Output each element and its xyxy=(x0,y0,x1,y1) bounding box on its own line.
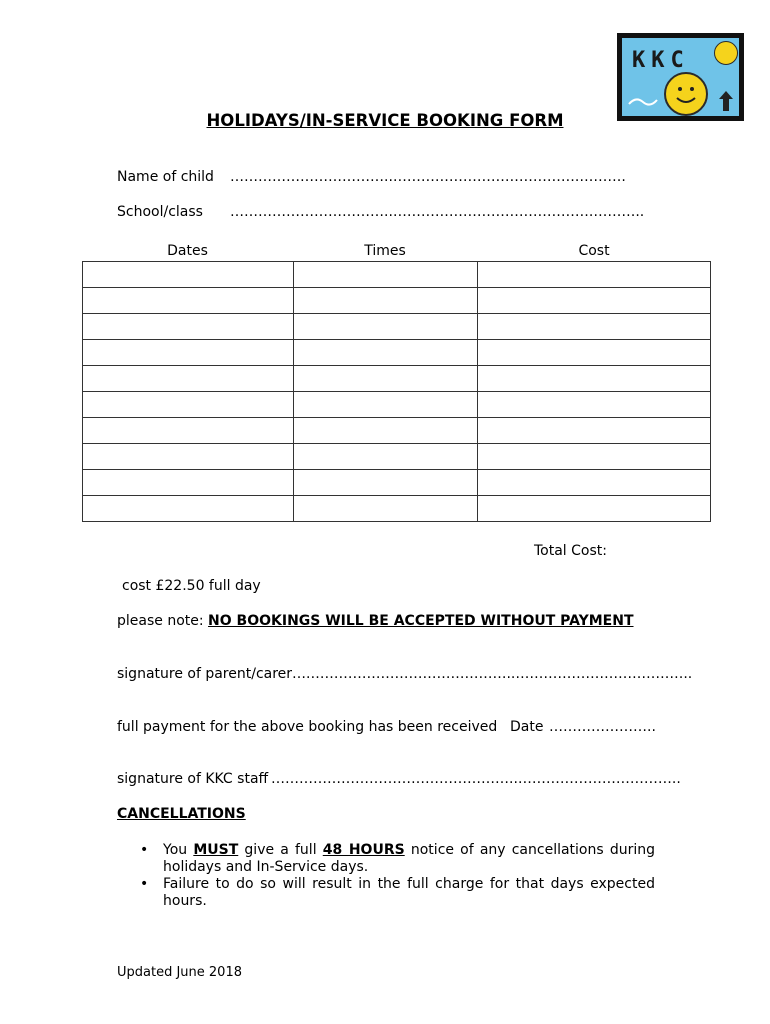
time-cell[interactable] xyxy=(294,262,478,288)
total-cost-label: Total Cost: xyxy=(534,543,607,559)
logo-arrow-icon xyxy=(718,90,734,112)
time-cell[interactable] xyxy=(294,288,478,314)
time-cell[interactable] xyxy=(294,444,478,470)
date-cell[interactable] xyxy=(83,314,294,340)
column-header-dates: Dates xyxy=(167,243,208,259)
table-row xyxy=(83,496,711,522)
time-cell[interactable] xyxy=(294,496,478,522)
parent-signature-field[interactable]: ….……………………………………..……………………………….. xyxy=(292,666,693,682)
cost-cell[interactable] xyxy=(478,444,711,470)
cancellation-rule: • Failure to do so will result in the full charge for that days expected hours. xyxy=(117,876,655,910)
logo-small-sun-icon xyxy=(714,41,738,65)
date-cell[interactable] xyxy=(83,366,294,392)
cost-cell[interactable] xyxy=(478,288,711,314)
table-row xyxy=(83,262,711,288)
date-cell[interactable] xyxy=(83,262,294,288)
column-header-times: Times xyxy=(364,243,406,259)
payment-received-label: full payment for the above booking has been received xyxy=(117,719,498,735)
table-row xyxy=(83,418,711,444)
footer-updated: Updated June 2018 xyxy=(117,965,242,980)
parent-signature-label: signature of parent/carer xyxy=(117,666,293,682)
form-title: HOLIDAYS/IN-SERVICE BOOKING FORM xyxy=(206,111,564,130)
table-row xyxy=(83,366,711,392)
kkc-logo xyxy=(617,33,744,121)
date-cell[interactable] xyxy=(83,288,294,314)
rule-emphasis-hours: 48 HOURS xyxy=(322,842,405,858)
table-row xyxy=(83,470,711,496)
cancellation-rules xyxy=(117,842,655,910)
payment-notice xyxy=(117,613,634,630)
table-row xyxy=(83,314,711,340)
cost-cell[interactable] xyxy=(478,418,711,444)
date-cell[interactable] xyxy=(83,340,294,366)
time-cell[interactable] xyxy=(294,392,478,418)
date-cell[interactable] xyxy=(83,496,294,522)
table-row xyxy=(83,340,711,366)
logo-text: KKC xyxy=(632,48,690,73)
cost-cell[interactable] xyxy=(478,470,711,496)
cost-cell[interactable] xyxy=(478,314,711,340)
cost-note: cost £22.50 full day xyxy=(122,578,261,594)
date-cell[interactable] xyxy=(83,392,294,418)
cost-cell[interactable] xyxy=(478,262,711,288)
cost-cell[interactable] xyxy=(478,340,711,366)
cost-cell[interactable] xyxy=(478,496,711,522)
time-cell[interactable] xyxy=(294,470,478,496)
date-label: Date xyxy=(510,719,544,735)
rule-text: give a full xyxy=(238,842,323,858)
table-row xyxy=(83,392,711,418)
table-row xyxy=(83,288,711,314)
time-cell[interactable] xyxy=(294,314,478,340)
table-row xyxy=(83,444,711,470)
date-cell[interactable] xyxy=(83,470,294,496)
cancellations-heading: CANCELLATIONS xyxy=(117,806,246,822)
rule-emphasis-must: MUST xyxy=(193,842,239,858)
rule-text: You xyxy=(163,842,194,858)
booking-table xyxy=(82,261,711,522)
school-class-label: School/class xyxy=(117,204,203,220)
date-cell[interactable] xyxy=(83,444,294,470)
time-cell[interactable] xyxy=(294,340,478,366)
child-name-field[interactable]: ……………………………..………………………………….………. xyxy=(230,169,626,185)
payment-notice-emphasis: NO BOOKINGS WILL BE ACCEPTED WITHOUT PAYMENT xyxy=(208,613,634,629)
child-name-label: Name of child xyxy=(117,169,214,185)
cost-cell[interactable] xyxy=(478,366,711,392)
date-cell[interactable] xyxy=(83,418,294,444)
rule-text: notice of any cancellations during holidays and In-Service days. xyxy=(163,842,655,875)
date-field[interactable]: ………………….. xyxy=(549,719,656,735)
logo-smiley-icon xyxy=(664,72,708,116)
column-header-cost: Cost xyxy=(578,243,610,259)
cost-cell[interactable] xyxy=(478,392,711,418)
payment-notice-prefix: please note: xyxy=(117,613,209,629)
staff-signature-label: signature of KKC staff xyxy=(117,771,269,787)
logo-wave-icon xyxy=(628,94,658,110)
school-class-field[interactable]: ……………………………..…………………………………….……….. xyxy=(230,204,645,220)
time-cell[interactable] xyxy=(294,418,478,444)
staff-signature-field[interactable]: ……………………………………………..…………………………….. xyxy=(271,771,681,787)
time-cell[interactable] xyxy=(294,366,478,392)
cancellation-rule xyxy=(117,842,655,876)
